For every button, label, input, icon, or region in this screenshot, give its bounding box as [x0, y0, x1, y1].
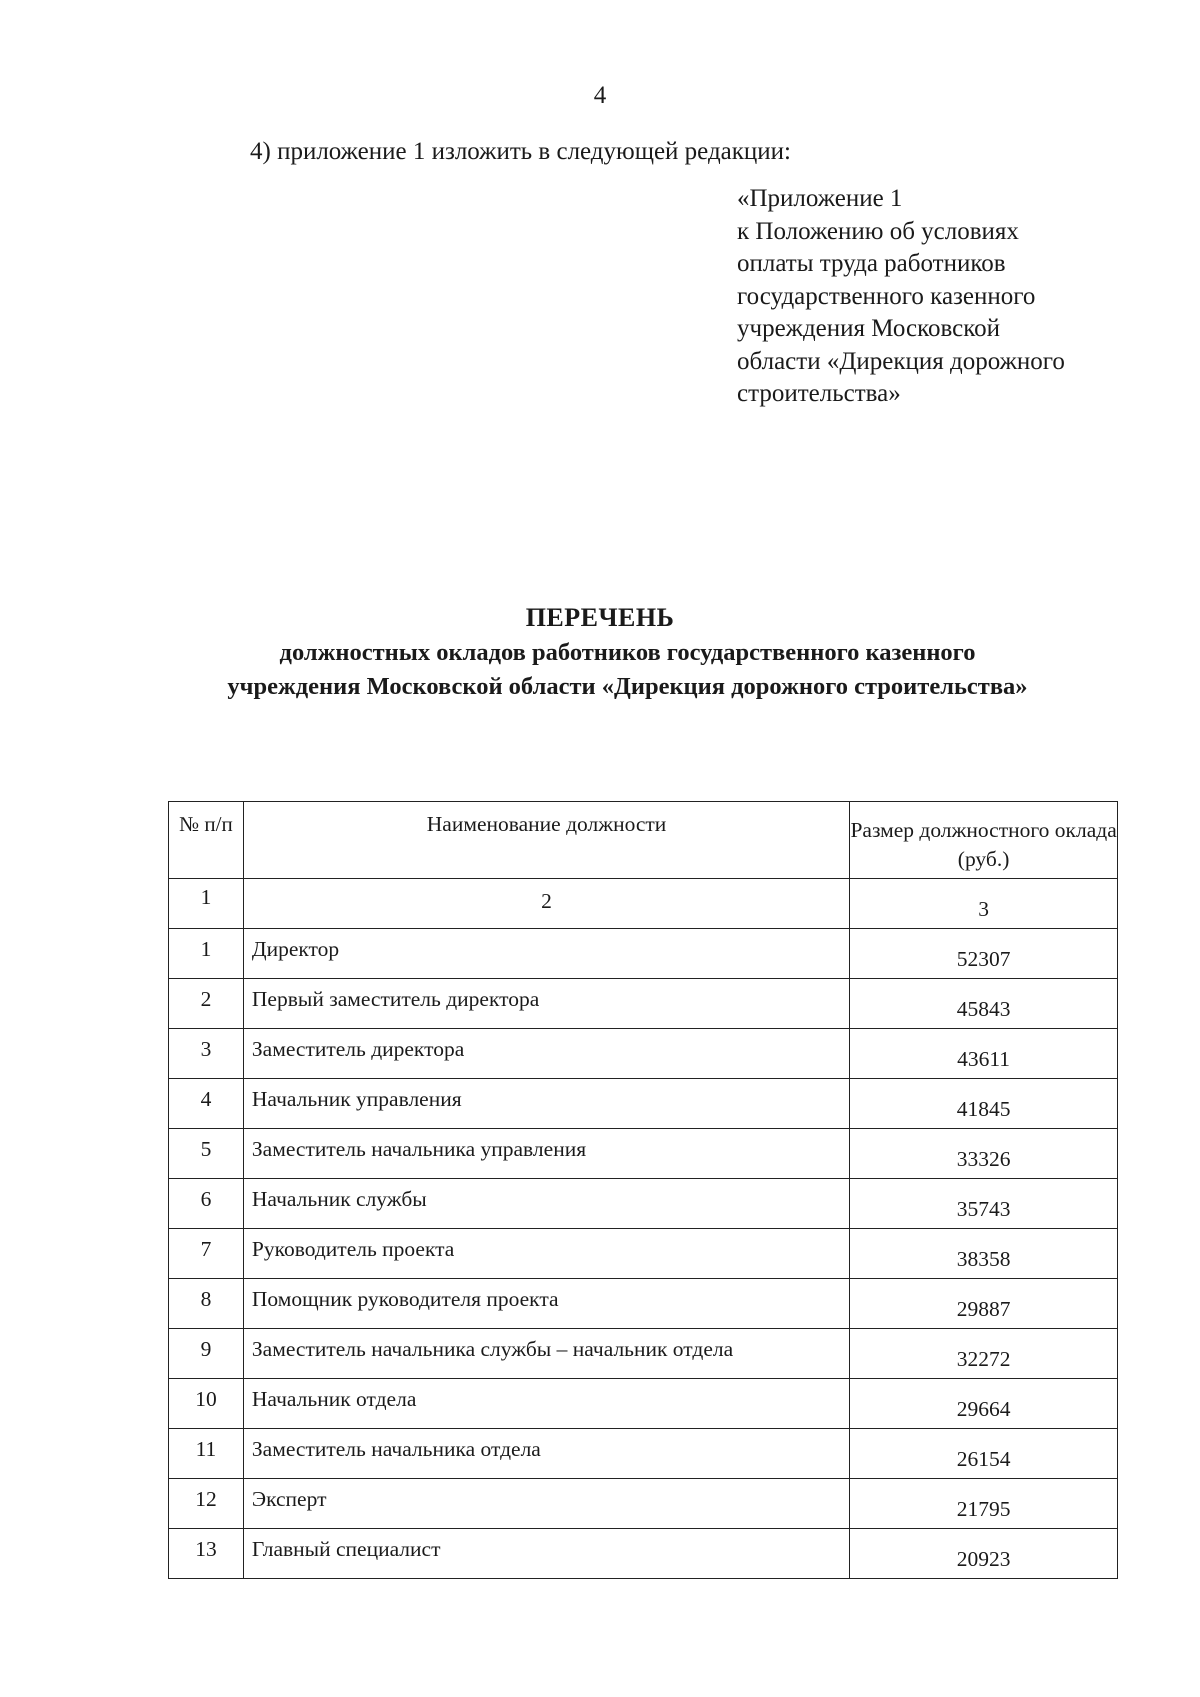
- row-salary: 29664: [850, 1379, 1118, 1429]
- row-salary: 21795: [850, 1479, 1118, 1529]
- row-position: Заместитель начальника управления: [243, 1129, 849, 1179]
- row-position: Главный специалист: [243, 1529, 849, 1579]
- row-position: Директор: [243, 929, 849, 979]
- row-number: 12: [169, 1479, 244, 1529]
- header-position: Наименование должности: [243, 802, 849, 879]
- row-salary: 52307: [850, 929, 1118, 979]
- salary-table: [168, 801, 1118, 1579]
- table-row: [169, 1429, 1118, 1479]
- row-salary: 32272: [850, 1329, 1118, 1379]
- row-number: 2: [169, 979, 244, 1029]
- row-position: Заместитель начальника службы – начальник отдела: [243, 1329, 849, 1379]
- row-salary: 43611: [850, 1029, 1118, 1079]
- appendix-note-line: области «Дирекция дорожного: [737, 347, 1065, 375]
- row-position: Эксперт: [243, 1479, 849, 1529]
- table-row: [169, 1229, 1118, 1279]
- table-row: [169, 1179, 1118, 1229]
- header-number: № п/п: [169, 802, 244, 879]
- appendix-note-line: к Положению об условиях: [737, 217, 1019, 245]
- row-number: 5: [169, 1129, 244, 1179]
- row-salary: 41845: [850, 1079, 1118, 1129]
- appendix-note-line: «Приложение 1: [737, 185, 903, 212]
- amendment-intro: 4) приложение 1 изложить в следующей редакции:: [250, 138, 791, 165]
- table-column-index-row: [169, 879, 1118, 929]
- row-position: Начальник управления: [243, 1079, 849, 1129]
- table-row: [169, 1129, 1118, 1179]
- column-index-position: 2: [243, 879, 849, 929]
- row-salary: 20923: [850, 1529, 1118, 1579]
- row-number: 4: [169, 1079, 244, 1129]
- row-number: 10: [169, 1379, 244, 1429]
- table-row: [169, 1329, 1118, 1379]
- appendix-note-line: государственного казенного: [737, 282, 1036, 310]
- table-row: [169, 929, 1118, 979]
- row-salary: 26154: [850, 1429, 1118, 1479]
- table-row: [169, 1029, 1118, 1079]
- row-number: 6: [169, 1179, 244, 1229]
- document-heading: [0, 600, 1200, 704]
- row-position: Заместитель начальника отдела: [243, 1429, 849, 1479]
- row-position: Начальник отдела: [243, 1379, 849, 1429]
- table-header-row: [169, 802, 1118, 879]
- table-row: [169, 1529, 1118, 1579]
- row-number: 11: [169, 1429, 244, 1479]
- row-position: Помощник руководителя проекта: [243, 1279, 849, 1329]
- row-position: Руководитель проекта: [243, 1229, 849, 1279]
- row-position: Начальник службы: [243, 1179, 849, 1229]
- row-number: 3: [169, 1029, 244, 1079]
- page-number: 4: [593, 82, 607, 109]
- table-row: [169, 979, 1118, 1029]
- row-salary: 38358: [850, 1229, 1118, 1279]
- table-row: [169, 1479, 1118, 1529]
- row-position: Первый заместитель директора: [243, 979, 849, 1029]
- table-row: [169, 1079, 1118, 1129]
- table-row: [169, 1379, 1118, 1429]
- appendix-note-line: оплаты труда работников: [737, 250, 1006, 277]
- row-number: 13: [169, 1529, 244, 1579]
- heading-title: ПЕРЕЧЕНЬ: [525, 603, 675, 632]
- appendix-note-line: учреждения Московской: [737, 315, 1000, 342]
- column-index-number: 1: [169, 879, 244, 929]
- row-salary: 33326: [850, 1129, 1118, 1179]
- row-salary: 29887: [850, 1279, 1118, 1329]
- row-number: 7: [169, 1229, 244, 1279]
- row-number: 9: [169, 1329, 244, 1379]
- appendix-note-line: строительства»: [737, 380, 901, 407]
- row-salary: 45843: [850, 979, 1118, 1029]
- heading-subtitle-line: учреждения Московской области «Дирекция дорожного строительства»: [227, 673, 1028, 700]
- row-number: 1: [169, 929, 244, 979]
- heading-subtitle-line: должностных окладов работников государственного казенного: [279, 639, 976, 666]
- row-number: 8: [169, 1279, 244, 1329]
- table-row: [169, 1279, 1118, 1329]
- row-salary: 35743: [850, 1179, 1118, 1229]
- appendix-note: [737, 183, 1157, 411]
- header-salary: Размер должностного оклада (руб.): [850, 802, 1118, 879]
- column-index-salary: 3: [850, 879, 1118, 929]
- row-position: Заместитель директора: [243, 1029, 849, 1079]
